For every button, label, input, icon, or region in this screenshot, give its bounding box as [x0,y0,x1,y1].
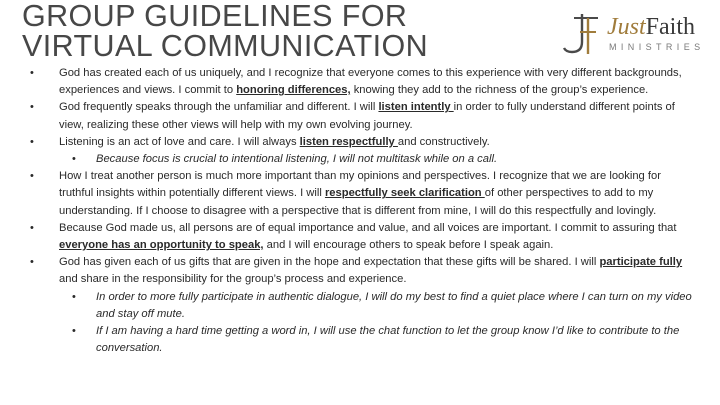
logo-wordmark [607,15,695,39]
jf-monogram-icon [560,12,602,56]
subguideline-quiet-place: • In order to more fully participate in authentic dialogue, I will do my best to find a quiet place where I can turn on my video and stay off mute. [28,289,692,323]
subguideline-no-multitask: • Because focus is crucial to intentional listening, I will not multitask while on a call. [28,151,692,168]
page-title [22,1,428,61]
emphasis-listen-intently: listen intently [378,101,454,114]
guideline-opportunity-to-speak: • Because God made us, all persons are of equal importance and value, and all voices are important. I commit to assuring that everyone has an opportunity to speak, and I will encourage others to speak before I speak again. [28,220,692,254]
guidelines-list [28,65,692,357]
guideline-listen-intently: • God frequently speaks through the unfamiliar and different. I will listen intently in order to fully understand different points of view, realizing these other views will help with my own evolving journey. [28,99,692,133]
emphasis-honoring-differences: honoring differences, [236,84,351,97]
page-title-line-1: GROUP GUIDELINES FOR [22,0,408,33]
emphasis-listen-respectfully: listen respectfully [299,135,398,148]
logo-subtitle: MINISTRIES [609,42,705,52]
emphasis-opportunity-to-speak: everyone has an opportunity to speak, [59,239,264,252]
guideline-seek-clarification: • How I treat another person is much more important than my opinions and perspectives. I recognize that we are looking for truthful insights within potentially different views. I will respectfully seek clarification of other perspectives to add to my understanding. If I choose to disagree with a perspective that is different from mine, I will do this respectfully and lovingly. [28,168,692,220]
guideline-participate-fully: • God has given each of us gifts that are given in the hope and expectation that these gifts will be shared. I will participate fully and share in the responsibility for the group’s process and experience. [28,254,692,288]
guideline-listen-respectfully: • Listening is an act of love and care. I will always listen respectfully and constructively. [28,134,692,151]
emphasis-participate-fully: participate fully [599,256,683,269]
guideline-honoring-differences: • God has created each of us uniquely, and I recognize that everyone comes to this experience with very different backgrounds, experiences and views. I commit to honoring differences, knowing they add to the richness of the group’s experience. [28,65,692,99]
logo-word-just: Just [607,14,646,40]
page-title-line-2: VIRTUAL COMMUNICATION [22,29,429,63]
logo-word-faith: Faith [645,14,696,40]
emphasis-seek-clarification: respectfully seek clarification [324,187,485,200]
justfaith-logo [560,12,710,56]
subguideline-chat-function: • If I am having a hard time getting a word in, I will use the chat function to let the group know I’d like to contribute to the conversation. [28,323,692,357]
